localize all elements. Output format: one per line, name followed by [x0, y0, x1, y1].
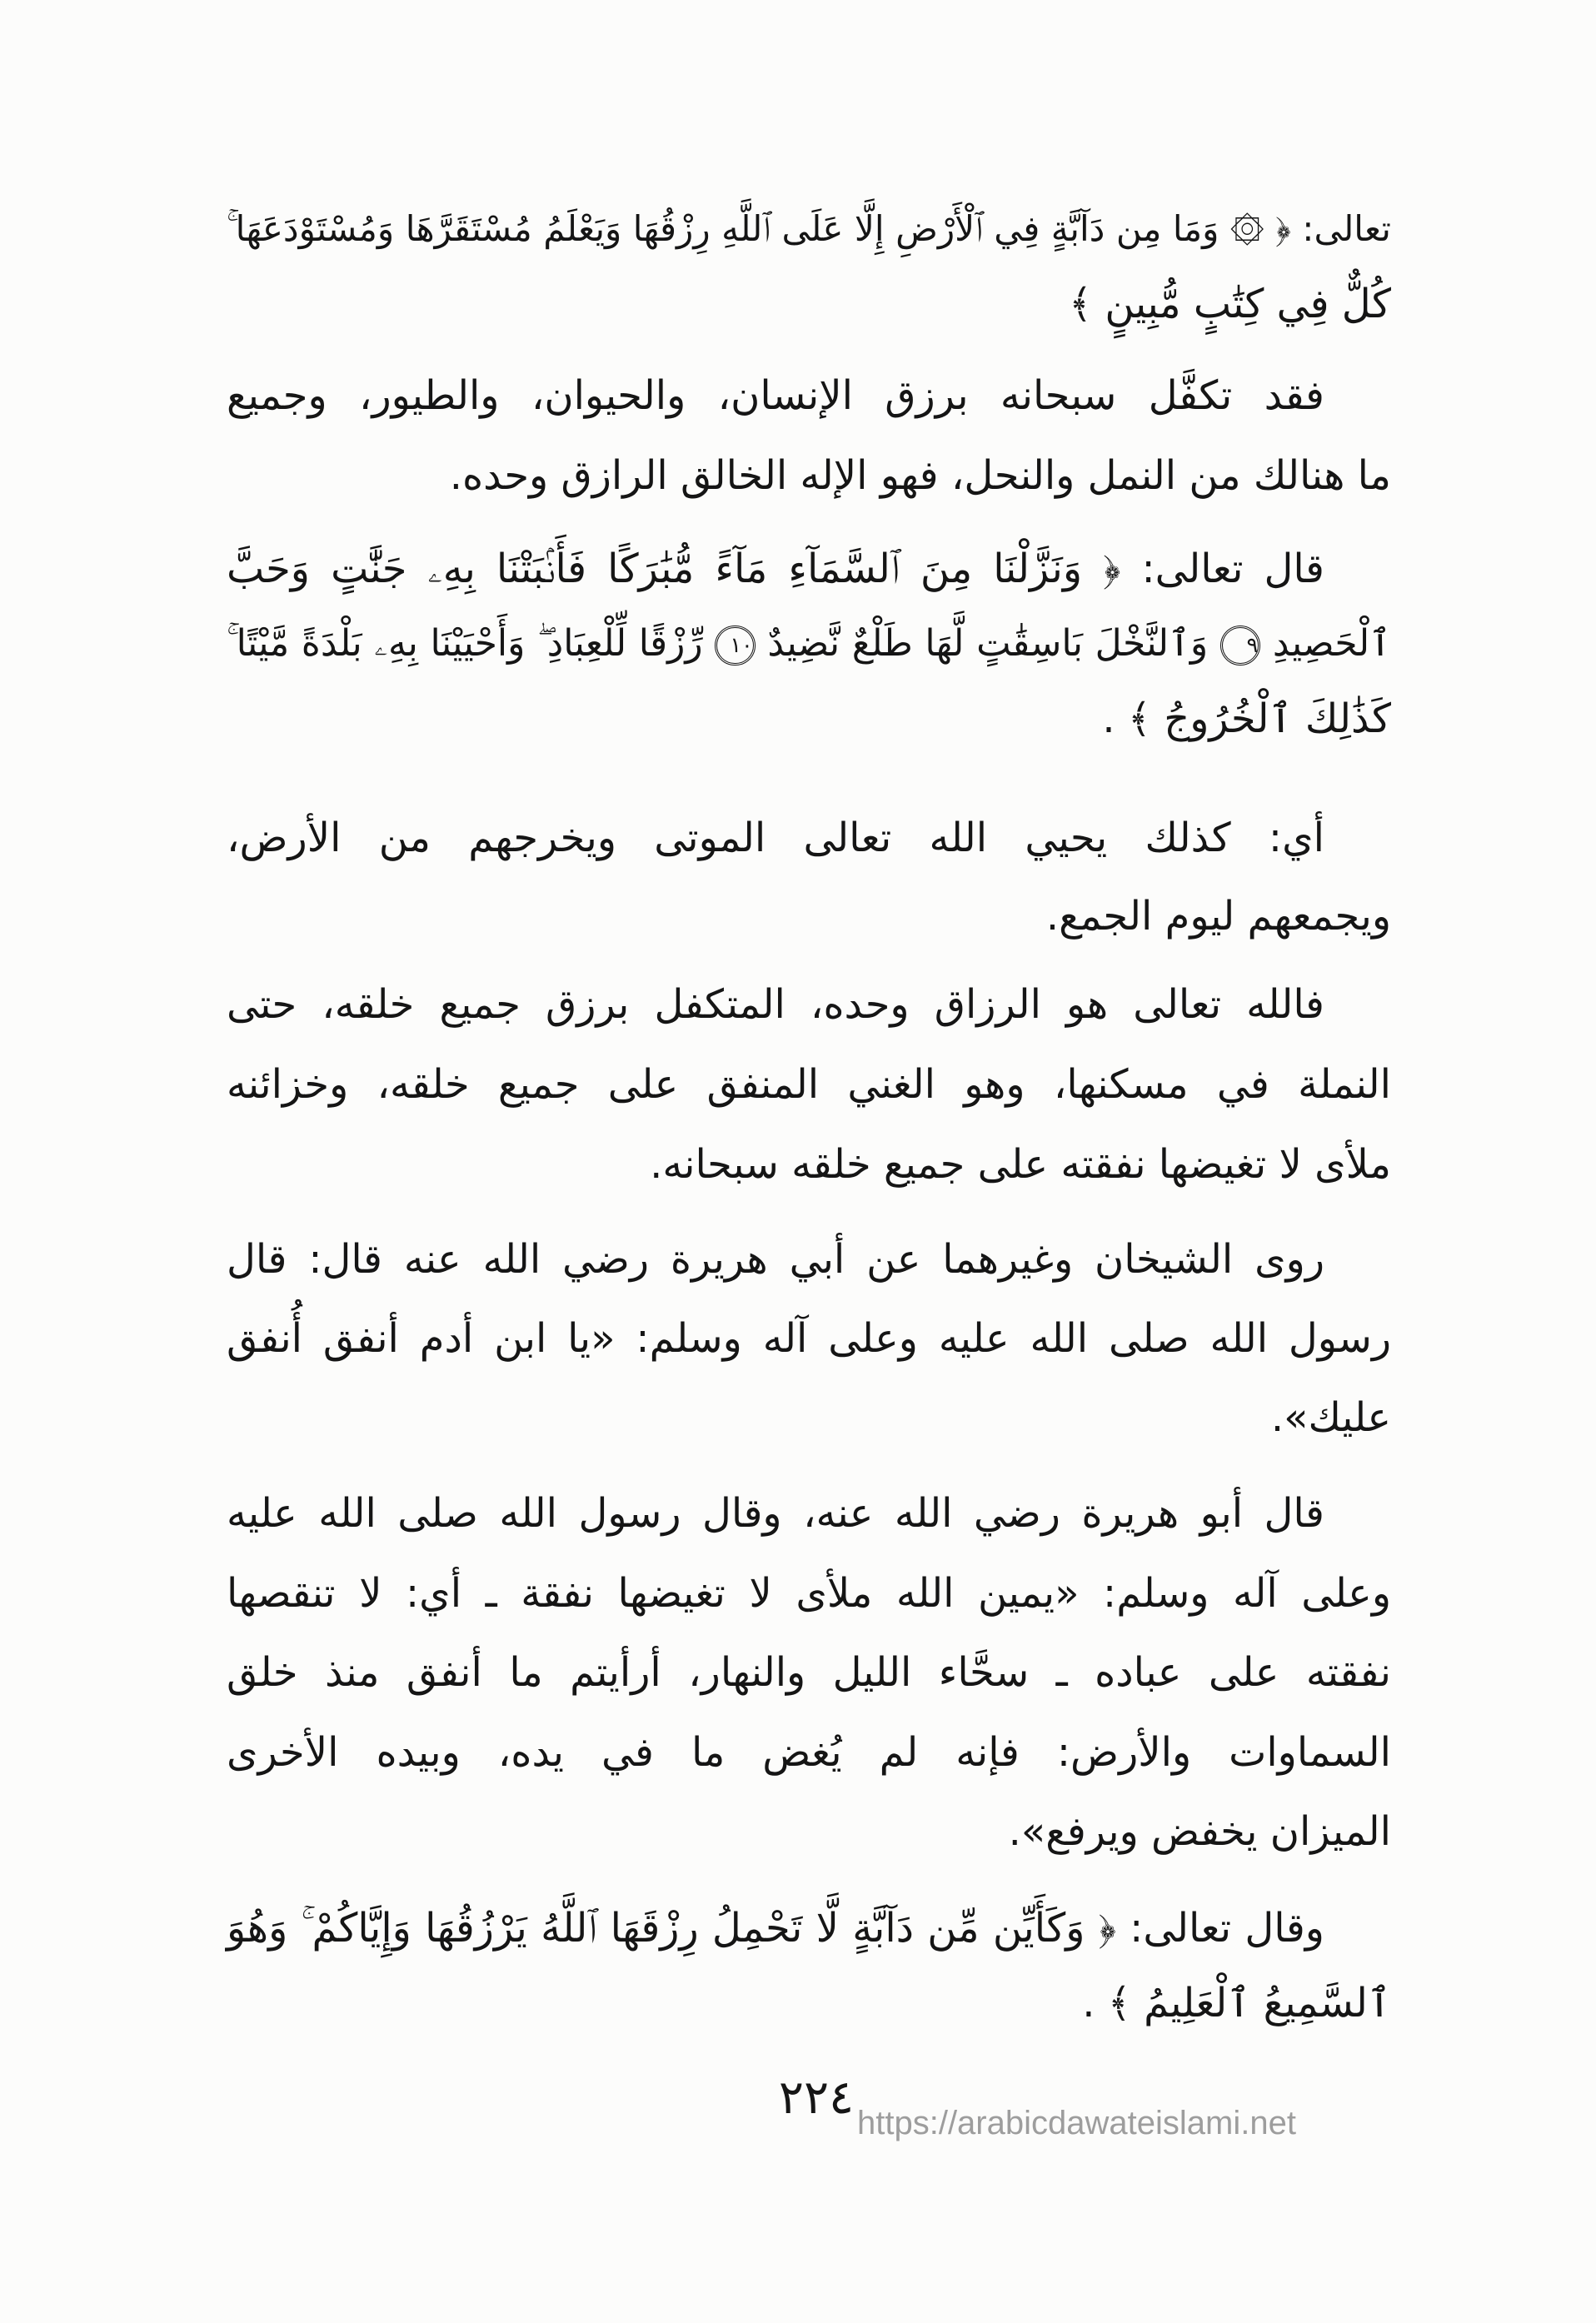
verse-text: وَٱلنَّخْلَ بَاسِقَٰتٍ لَّهَا طَلْعٌ نَّضِيدٌ — [767, 622, 1209, 665]
text-line: كَذَٰلِكَ ٱلْخُرُوجُ ﴾ . — [1102, 695, 1391, 742]
text-line: كُلٌّ فِي كِتَٰبٍ مُّبِينٍ ﴾ — [1069, 281, 1391, 327]
paragraph-1 — [227, 192, 1391, 341]
text-line: الميزان يخفض ويرفع». — [1008, 1808, 1391, 1855]
text-line: وعلى آله وسلم: «يمين الله ملأى لا تغيضها نفقة ـ أي: لا تنقصها — [227, 1569, 1391, 1617]
text-line: قال تعالى: ﴿ وَنَزَّلْنَا مِنَ ٱلسَّمَآءِ مَآءً مُّبَٰرَكًا فَأَنۢبَتْنَا بِهِۦ جَنَّٰتٍ وَحَبَّ — [227, 546, 1324, 592]
verse-number-marker: ٩ — [1220, 626, 1260, 665]
paragraph-3 — [227, 531, 1391, 756]
paragraph-6 — [227, 1220, 1391, 1458]
watermark-url: https://arabicdawateislami.net — [857, 2105, 1296, 2141]
text-line: السماوات والأرض: فإنه لم يُغض ما في يده، وبيده الأخرى — [227, 1728, 1391, 1776]
paragraph-7 — [227, 1474, 1391, 1872]
text-line: نفقته على عباده ـ سحَّاء الليل والنهار، أرأيتم ما أنفق منذ خلق — [227, 1649, 1391, 1696]
text-line: وقال تعالى: ﴿ وَكَأَيِّن مِّن دَآبَّةٍ لَّا تَحْمِلُ رِزْقَهَا ٱللَّهُ يَرْزُقُهَا وَإِيَّاكُمْ ۚ وَهُوَ — [227, 1905, 1324, 1952]
page-number: ٢٢٤ — [778, 2071, 855, 2125]
text-line: ويجمعهم ليوم الجمع. — [1045, 893, 1391, 940]
paragraph-2 — [227, 356, 1391, 516]
paragraph-4 — [227, 799, 1391, 955]
text-line: قال أبو هريرة رضي الله عنه، وقال رسول الله صلى الله عليه — [227, 1490, 1324, 1537]
verse-text: رِّزْقًا لِّلْعِبَادِ ۖ وَأَحْيَيْنَا بِهِۦ بَلْدَةً مَّيْتًا ۚ — [227, 622, 703, 665]
text-line: ملأى لا تغيضها نفقته على جميع خلقه سبحانه. — [650, 1141, 1391, 1188]
verse-number-marker: ١٠ — [715, 626, 755, 665]
text-line: روى الشيخان وغيرهما عن أبي هريرة رضي الله عنه قال: قال — [227, 1236, 1324, 1283]
text-line: عليك». — [1270, 1394, 1391, 1441]
text-line — [227, 606, 1391, 681]
paragraph-8 — [227, 1891, 1391, 2041]
text-line: ٱلسَّمِيعُ ٱلْعَلِيمُ ﴾ . — [1082, 1980, 1391, 2026]
text-line: ما هنالك من النمل والنحل، فهو الإله الخالق الرازق وحده. — [449, 452, 1391, 499]
text-line: أي: كذلك يحيي الله تعالى الموتى ويخرجهم من الأرض، — [227, 815, 1324, 861]
text-line: فالله تعالى هو الرزاق وحده، المتكفل برزق جميع خلقه، حتى — [227, 981, 1324, 1028]
verse-text: ٱلْحَصِيدِ — [1272, 622, 1391, 665]
text-line: رسول الله صلى الله عليه وعلى آله وسلم: «يا ابن أدم أنفق أُنفق — [227, 1315, 1391, 1362]
text-line: فقد تكفَّل سبحانه برزق الإنسان، والحيوان، والطيور، وجميع — [227, 372, 1324, 419]
text-line: تعالى: ﴿ ۞ وَمَا مِن دَآبَّةٍ فِي ٱلْأَرْضِ إِلَّا عَلَى ٱللَّهِ رِزْقُهَا وَيَعْلَمُ مُسْتَقَرَّهَا وَمُسْتَوْدَعَهَا ۚ — [227, 208, 1391, 249]
text-line: النملة في مسكنها، وهو الغني المنفق على جميع خلقه، وخزائنه — [227, 1061, 1391, 1108]
paragraph-5 — [227, 965, 1391, 1204]
